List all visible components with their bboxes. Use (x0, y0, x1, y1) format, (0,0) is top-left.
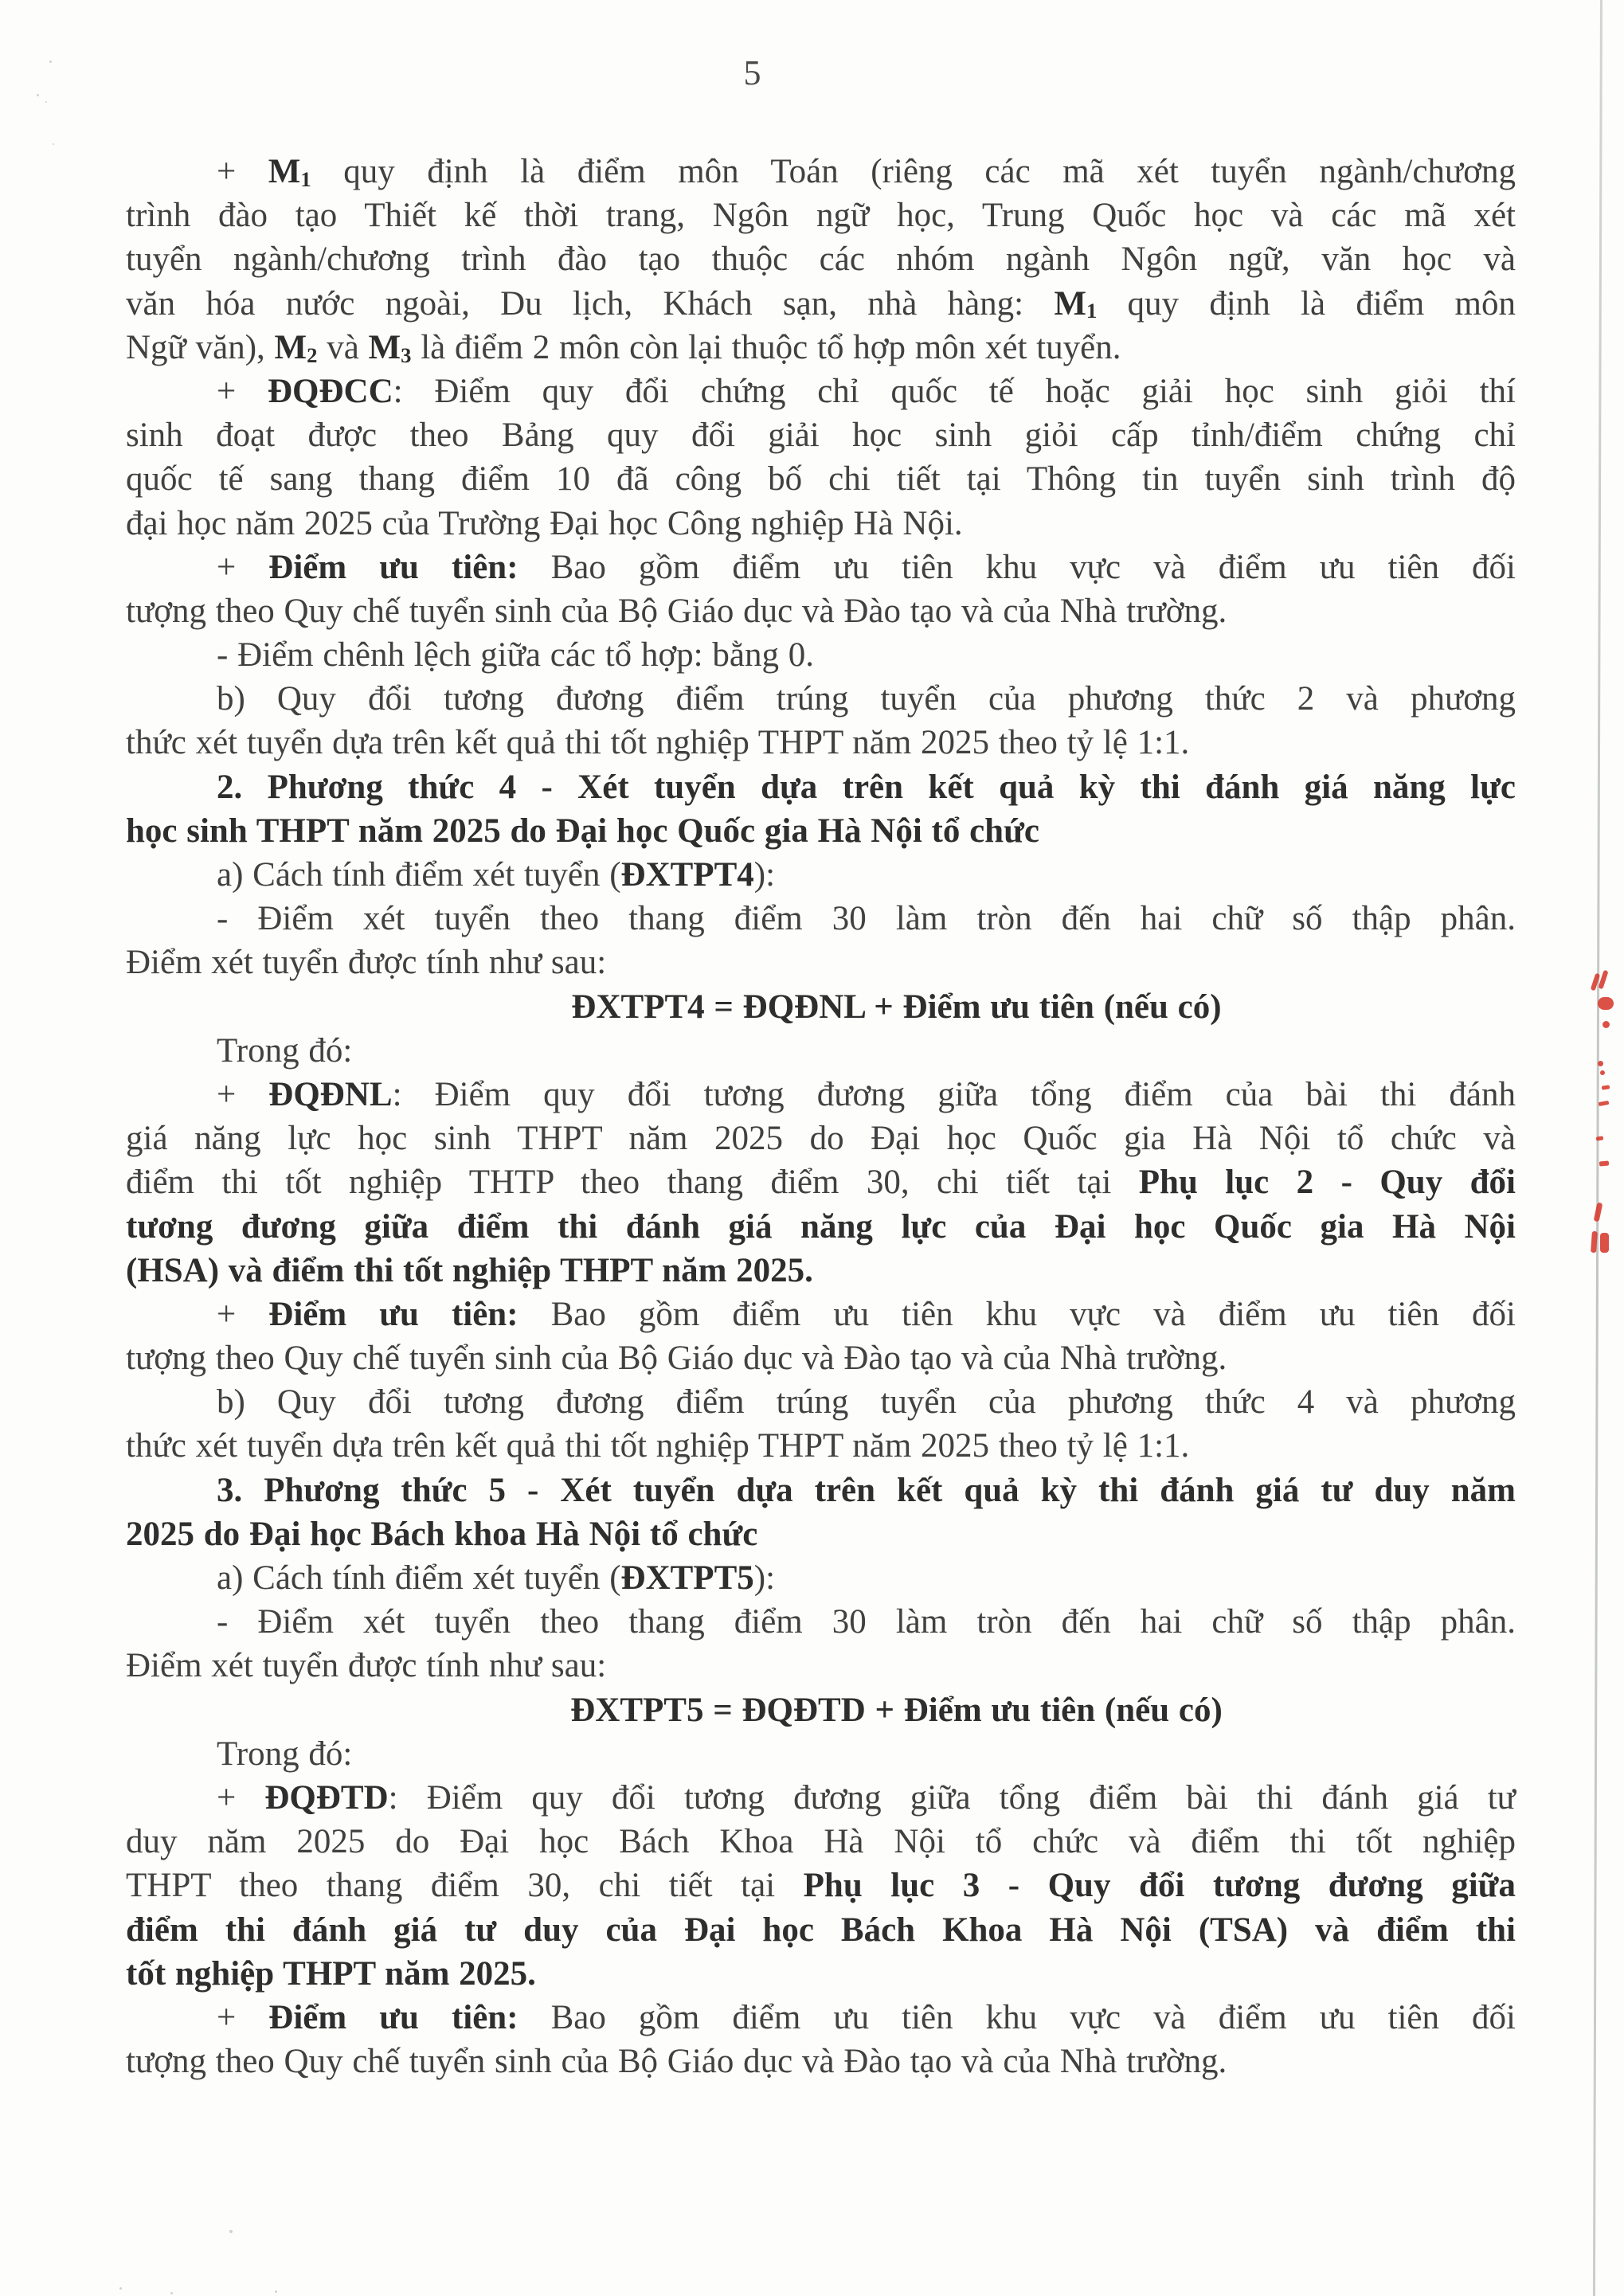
text-line (126, 1908, 1516, 1952)
bold-text-segment: M (268, 153, 301, 190)
text-body (126, 150, 1516, 2083)
text-line (126, 282, 1516, 326)
bold-text-segment: ĐQĐTD (264, 1778, 389, 1817)
text-line (126, 237, 1516, 281)
bold-text-segment: Phụ lục 2 - Quy đổi (1138, 1164, 1516, 1202)
scan-speck (119, 2287, 122, 2290)
text-segment: a) Cách tính điểm xét tuyển ( (217, 1559, 621, 1597)
text-line (126, 1644, 1516, 1688)
text-segment: THPT theo thang điểm 30, chi tiết tại (126, 1867, 804, 1905)
bold-text-segment: ĐXTPT4 (620, 856, 754, 894)
bold-text-segment: ĐXTPT4 = ĐQĐNL + Điểm ưu tiên (nếu có) (571, 988, 1222, 1026)
text-segment: quy định là điểm môn (1097, 284, 1516, 323)
text-segment: thức xét tuyển dựa trên kết quả thi tốt nghiệp THPT năm 2025 theo tỷ lệ 1:1. (126, 1427, 1190, 1465)
text-line (126, 1469, 1516, 1512)
red-ink-mark (1598, 970, 1608, 990)
text-segment: thức xét tuyển dựa trên kết quả thi tốt nghiệp THPT năm 2025 theo tỷ lệ 1:1. (126, 724, 1190, 762)
text-segment: tượng theo Quy chế tuyển sinh của Bộ Giáo dục và Đào tạo và của Nhà trường. (126, 592, 1227, 630)
bold-text-segment: ĐXTPT5 = ĐQĐTD + Điểm ưu tiên (nếu có) (570, 1691, 1223, 1729)
bold-text-segment: học sinh THPT năm 2025 do Đại học Quốc gia Hà Nội tổ chức (126, 812, 1039, 850)
scan-speck (49, 61, 52, 63)
bold-text-segment: (HSA) và điểm thi tốt nghiệp THPT năm 2025. (126, 1251, 813, 1289)
text-line (126, 546, 1516, 589)
text-line (126, 1424, 1516, 1468)
bold-text-segment: 2025 do Đại học Bách khoa Hà Nội tổ chức (126, 1515, 758, 1553)
text-segment: quốc tế sang thang điểm 10 đã công bố chi tiết tại Thông tin tuyển sinh trình độ (126, 460, 1516, 499)
bold-text-segment: 2 (307, 342, 318, 367)
red-ink-mark (1602, 1021, 1610, 1028)
text-segment: - Điểm xét tuyển theo thang điểm 30 làm tròn đến hai chữ số thập phân. (217, 900, 1516, 938)
bold-text-segment: tương đương giữa điểm thi đánh giá năng lực của Đại học Quốc gia Hà Nội (126, 1207, 1516, 1246)
text-line (126, 677, 1516, 721)
text-line (126, 1073, 1516, 1117)
text-segment: - Điểm xét tuyển theo thang điểm 30 làm tròn đến hai chữ số thập phân. (217, 1603, 1516, 1641)
text-line (126, 1249, 1516, 1293)
scan-speck (275, 2290, 277, 2293)
text-line (126, 1556, 1516, 1600)
scan-speck (53, 143, 54, 145)
text-segment: tượng theo Quy chế tuyển sinh của Bộ Giáo dục và Đào tạo và của Nhà trường. (126, 1340, 1227, 1378)
text-segment: + (217, 1998, 269, 2036)
text-segment: là điểm 2 môn còn lại thuộc tổ hợp môn xét tuyển. (411, 328, 1121, 366)
bold-text-segment: 1 (1086, 299, 1098, 323)
text-segment: giá năng lực học sinh THPT năm 2025 do Đại học Quốc gia Hà Nội tổ chức và (126, 1120, 1516, 1158)
text-segment: Bao gồm điểm ưu tiên khu vực và điểm ưu tiên đối (518, 1998, 1516, 2036)
text-segment: tượng theo Quy chế tuyển sinh của Bộ Giáo dục và Đào tạo và của Nhà trường. (126, 2043, 1227, 2081)
text-line (126, 413, 1516, 457)
bold-text-segment: Điểm ưu tiên: (268, 1295, 519, 1333)
text-segment: b) Quy đổi tương đương điểm trúng tuyển của phương thức 2 và phương (217, 680, 1516, 718)
bold-text-segment: điểm thi đánh giá tư duy của Đại học Bách Khoa Hà Nội (TSA) và điểm thi (126, 1911, 1516, 1949)
text-line (126, 1380, 1516, 1424)
text-line (126, 150, 1516, 194)
text-segment: ): (753, 1559, 776, 1597)
text-line (126, 897, 1516, 941)
text-line (126, 457, 1516, 501)
scan-speck (45, 101, 47, 103)
formula-line (126, 985, 1516, 1029)
text-line (126, 1293, 1516, 1336)
text-line (126, 1864, 1516, 1907)
red-ink-mark (1594, 1203, 1603, 1222)
text-segment: Bao gồm điểm ưu tiên khu vực và điểm ưu tiên đối (518, 1295, 1516, 1333)
text-line (126, 194, 1516, 237)
red-ink-mark (1602, 1085, 1610, 1089)
text-line (126, 1996, 1516, 2040)
text-line (126, 502, 1516, 546)
text-segment: Bao gồm điểm ưu tiên khu vực và điểm ưu tiên đối (518, 548, 1516, 586)
page-number: 5 (743, 53, 762, 92)
text-line (126, 1160, 1516, 1204)
text-segment: + (217, 548, 269, 586)
text-segment: : Điểm quy đổi tương đương giữa tổng điểm bài thi đánh giá tư (388, 1778, 1516, 1817)
text-segment: điểm thi tốt nghiệp THTP theo thang điểm 30, chi tiết tại (126, 1164, 1139, 1202)
text-segment: Điểm xét tuyển được tính như sau: (126, 944, 607, 982)
bold-text-segment: ĐXTPT5 (620, 1559, 754, 1597)
text-segment: + (217, 1295, 269, 1333)
text-line (126, 809, 1516, 853)
scan-speck (229, 2230, 233, 2233)
bold-text-segment: ĐQĐNL (268, 1075, 393, 1113)
text-segment: + (217, 1778, 265, 1817)
scan-speck (37, 94, 39, 96)
bold-text-segment: M (368, 328, 401, 366)
red-ink-mark (1599, 1101, 1610, 1106)
text-segment: Điểm xét tuyển được tính như sau: (126, 1647, 607, 1685)
text-segment: ): (753, 856, 776, 894)
text-segment: sinh đoạt được theo Bảng quy đổi giải học sinh giỏi cấp tỉnh/điểm chứng chỉ (126, 417, 1516, 455)
text-line (126, 2040, 1516, 2083)
bold-text-segment: Điểm ưu tiên: (268, 1998, 519, 2036)
bold-text-segment: M (274, 328, 307, 366)
text-segment: Trong đó: (217, 1735, 353, 1773)
text-line (126, 1512, 1516, 1556)
red-ink-mark (1600, 1070, 1605, 1075)
text-line (126, 1776, 1516, 1820)
red-ink-mark (1598, 997, 1614, 1010)
text-segment: duy năm 2025 do Đại học Bách Khoa Hà Nội tổ chức và điểm thi tốt nghiệp (126, 1823, 1516, 1861)
text-segment: đại học năm 2025 của Trường Đại học Công nghiệp Hà Nội. (126, 504, 963, 542)
bold-text-segment: Phụ lục 3 - Quy đổi tương đương giữa (803, 1867, 1516, 1905)
text-segment: Ngữ văn), (126, 328, 275, 366)
text-line (126, 633, 1516, 677)
text-segment: trình đào tạo Thiết kế thời trang, Ngôn ngữ học, Trung Quốc học và các mã xét (126, 197, 1516, 235)
text-line (126, 1029, 1516, 1073)
text-segment: + (217, 1075, 269, 1113)
text-segment: quy định là điểm môn Toán (riêng các mã xét tuyển ngành/chương (311, 153, 1516, 190)
text-line (126, 1732, 1516, 1776)
text-segment: : Điểm quy đổi chứng chỉ quốc tế hoặc giải học sinh giỏi thí (393, 372, 1516, 410)
text-line (126, 1952, 1516, 1996)
formula-line (126, 1688, 1516, 1732)
bold-text-segment: 3. Phương thức 5 - Xét tuyển dựa trên kết quả kỳ thi đánh giá tư duy năm (217, 1471, 1516, 1509)
bold-text-segment: Điểm ưu tiên: (268, 548, 519, 586)
scan-speck (170, 2292, 173, 2294)
text-line (126, 1205, 1516, 1249)
text-segment: a) Cách tính điểm xét tuyển ( (217, 856, 621, 894)
bold-text-segment: 1 (300, 166, 311, 191)
bold-text-segment: 3 (401, 342, 412, 367)
text-line (126, 1117, 1516, 1160)
text-line (126, 1820, 1516, 1864)
text-segment: văn hóa nước ngoài, Du lịch, Khách sạn, nhà hàng: (126, 284, 1055, 323)
bold-text-segment: tốt nghiệp THPT năm 2025. (126, 1954, 536, 1993)
text-segment: và (317, 328, 369, 366)
red-ink-mark (1598, 1061, 1603, 1066)
bold-text-segment: M (1054, 284, 1086, 323)
bold-text-segment: ĐQĐCC (268, 372, 393, 410)
red-ink-mark (1599, 1160, 1610, 1166)
text-segment: Trong đó: (217, 1031, 353, 1070)
scan-edge-line (1593, 0, 1602, 2296)
text-line (126, 941, 1516, 984)
text-segment: + (217, 372, 268, 410)
text-line (126, 1336, 1516, 1380)
text-line (126, 853, 1516, 897)
text-segment: : Điểm quy đổi tương đương giữa tổng điểm của bài thi đánh (392, 1075, 1516, 1113)
text-line (126, 1600, 1516, 1644)
red-ink-mark (1596, 1136, 1604, 1140)
text-segment: b) Quy đổi tương đương điểm trúng tuyển của phương thức 4 và phương (217, 1383, 1516, 1422)
text-line (126, 326, 1516, 370)
text-line (126, 589, 1516, 633)
text-segment: + (217, 153, 268, 190)
text-line (126, 370, 1516, 413)
bold-text-segment: 2. Phương thức 4 - Xét tuyển dựa trên kết quả kỳ thi đánh giá năng lực (217, 768, 1516, 806)
page-number-row (0, 53, 1505, 93)
text-segment: tuyển ngành/chương trình đào tạo thuộc các nhóm ngành Ngôn ngữ, văn học và (126, 241, 1516, 279)
text-line (126, 765, 1516, 809)
red-ink-mark (1600, 1233, 1609, 1253)
text-segment: - Điểm chênh lệch giữa các tổ hợp: bằng 0. (217, 636, 814, 675)
text-line (126, 721, 1516, 765)
